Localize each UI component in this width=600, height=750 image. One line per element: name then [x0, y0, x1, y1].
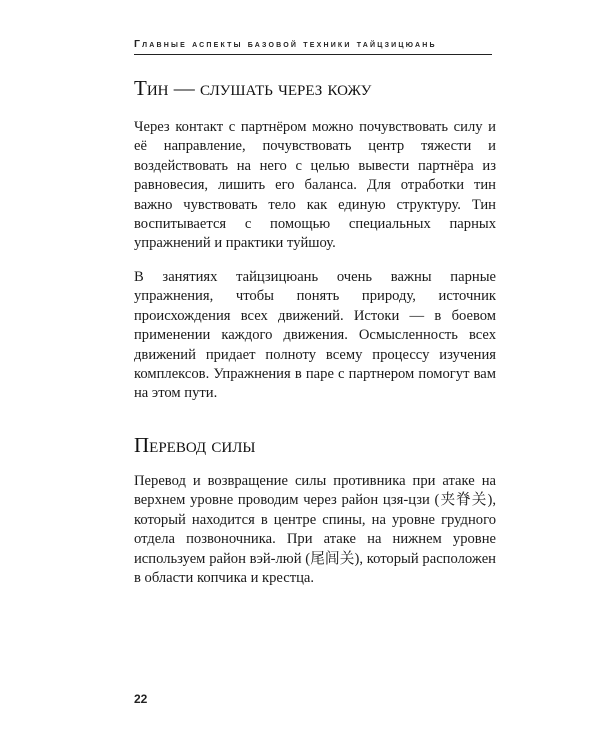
paragraph-force-transfer: Перевод и возвращение силы противника при атаке на верхнем уровне проводим через район цзя-цзи (夹脊关), который находится в центре спины, на уровне грудного отдела позвоночника. При атаке на нижнем уровне используем район вэй-люй (尾闾关), который расположен в области копчика и крестца.	[134, 473, 496, 587]
page-number: 22	[134, 692, 148, 706]
header-rule	[134, 54, 492, 55]
running-head: Главные аспекты базовой техники тайцзицюань	[134, 38, 437, 50]
paragraph-tin-1: Через контакт с партнёром можно почувствовать силу и её направление, почувствовать центр тяжести и воздействовать на него с целью вывести партнёра из равновесия, лишить его баланса. Для отработки тин важно чувствовать тело как единую структуру. Тин воспитывается с помощью специальных парных упражнений и практики туйшоу.	[134, 119, 496, 252]
section-title-tin: Тин — слушать через кожу	[134, 76, 372, 100]
section-title-force-transfer: Перевод силы	[134, 433, 256, 457]
paragraph-tin-2: В занятиях тайцзицюань очень важны парные упражнения, чтобы понять природу, источник происхождения всех движений. Истоки — в боевом применении каждого движения. Осмысленность всех движений придает полноту всему процессу изучения комплексов. Упражнения в паре с партнером помогут вам на этом пути.	[134, 269, 496, 402]
